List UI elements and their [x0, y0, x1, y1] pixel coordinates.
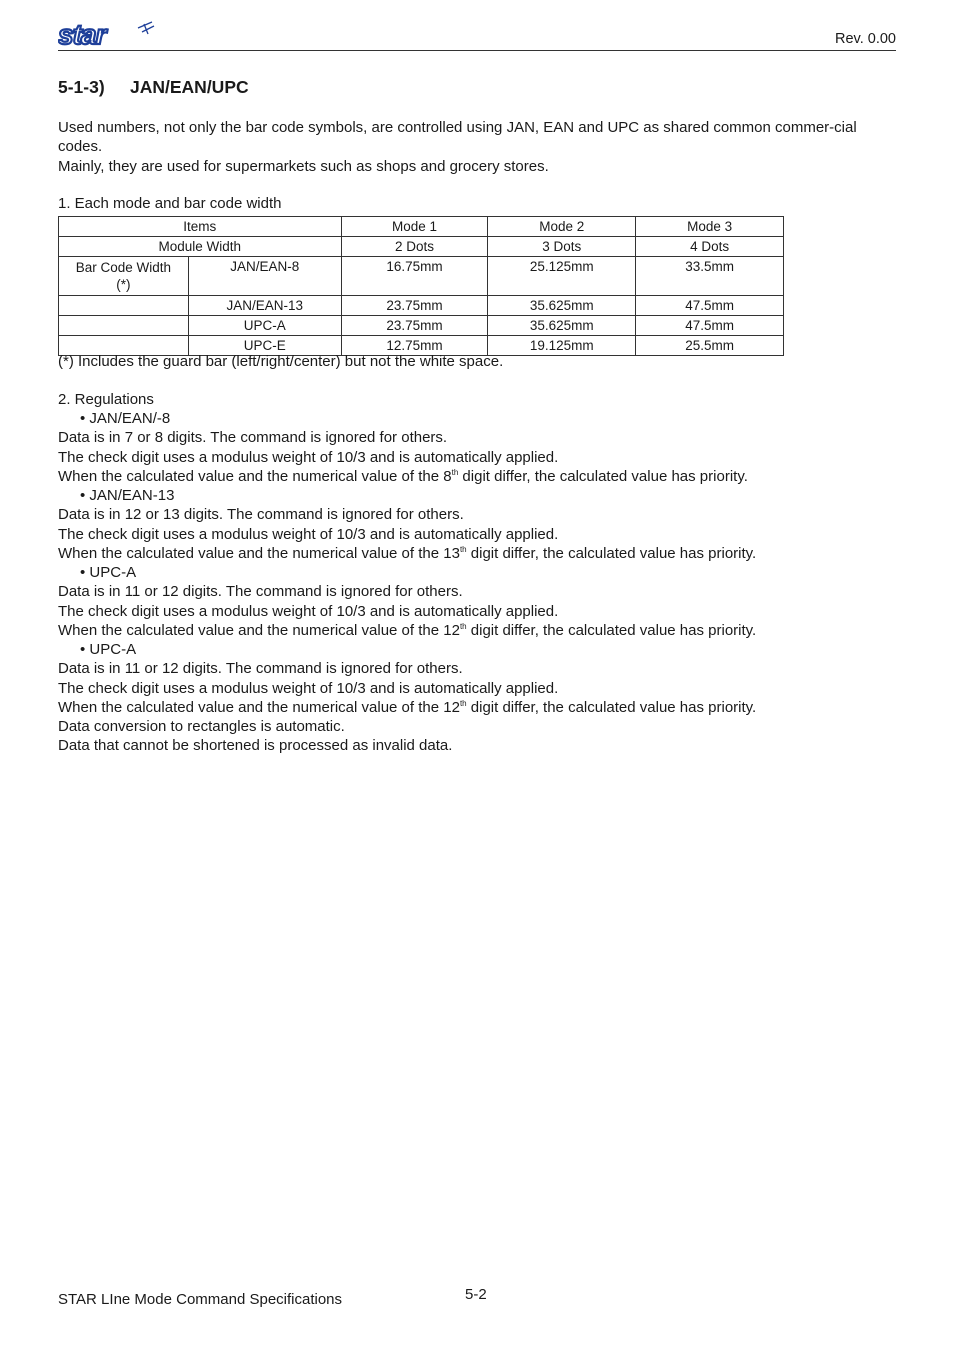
bar-code-width-table [58, 216, 784, 356]
regulation-priority: When the calculated value and the numerical value of the 8th digit differ, the calculated value has priority. [58, 467, 748, 485]
regulation-block [58, 409, 908, 486]
svg-text:star: star [58, 20, 106, 48]
regulation-check: The check digit uses a modulus weight of 10/3 and is automatically applied. [58, 448, 559, 466]
table-cell: 47.5mm [636, 316, 784, 336]
regulation-digits: Data is in 12 or 13 digits. The command is ignored for others. [58, 506, 464, 524]
regulation-bullet: • JAN/EAN-13 [80, 487, 175, 504]
regulation-block [58, 640, 908, 717]
header-items: Items [59, 217, 342, 237]
intro-paragraph: Mainly, they are used for supermarkets such as shops and grocery stores. [58, 157, 549, 175]
item-2-heading: 2. Regulations [58, 391, 154, 408]
header-mode-3: Mode 3 [636, 217, 784, 237]
table-row [59, 257, 784, 296]
table-header-row [59, 217, 784, 237]
revision-label: Rev. 0.00 [835, 31, 896, 47]
regulation-block [58, 486, 908, 563]
regulation-priority: When the calculated value and the numerical value of the 13th digit differ, the calculated value has priority. [58, 544, 757, 562]
regulation-check: The check digit uses a modulus weight of 10/3 and is automatically applied. [58, 602, 559, 620]
bar-code-width-label: Bar Code Width (*) [59, 257, 189, 296]
empty-cell [59, 296, 189, 316]
section-title-text: JAN/EAN/UPC [130, 77, 249, 97]
regulation-bullet: • UPC-A [80, 564, 137, 581]
regulation-block [58, 563, 908, 640]
table-cell: 23.75mm [341, 296, 488, 316]
table-cell: 4 Dots [636, 237, 784, 257]
table-cell: 25.125mm [488, 257, 636, 296]
regulation-priority: When the calculated value and the numerical value of the 12th digit differ, the calculated value has priority. [58, 698, 757, 716]
regulation-priority: When the calculated value and the numerical value of the 12th digit differ, the calculated value has priority. [58, 621, 757, 639]
table-note: (*) Includes the guard bar (left/right/center) but not the white space. [58, 353, 504, 370]
regulation-bullet: • JAN/EAN/-8 [80, 410, 171, 427]
table-cell: 35.625mm [488, 316, 636, 336]
intro-text [58, 118, 898, 176]
closing-line: Data that cannot be shortened is processed as invalid data. [58, 737, 453, 755]
table-cell: 23.75mm [341, 316, 488, 336]
table-cell: 47.5mm [636, 296, 784, 316]
section-number: 5-1-3) [58, 77, 105, 97]
table-cell: 3 Dots [488, 237, 636, 257]
page-header [58, 18, 896, 51]
header-mode-1: Mode 1 [341, 217, 488, 237]
intro-paragraph: Used numbers, not only the bar code symbols, are controlled using JAN, EAN and UPC as shared common commer-cial codes. [58, 119, 857, 156]
regulation-check: The check digit uses a modulus weight of 10/3 and is automatically applied. [58, 525, 559, 543]
table-cell: 16.75mm [341, 257, 488, 296]
star-logo [58, 20, 158, 48]
symbol-cell: JAN/EAN-13 [188, 296, 341, 316]
table-row [59, 316, 784, 336]
table-cell: 2 Dots [341, 237, 488, 257]
table-cell: 33.5mm [636, 257, 784, 296]
regulation-check: The check digit uses a modulus weight of 10/3 and is automatically applied. [58, 679, 559, 697]
header-mode-2: Mode 2 [488, 217, 636, 237]
footer-document-title: STAR LIne Mode Command Specifications [58, 1291, 343, 1308]
module-width-label: Module Width [59, 237, 342, 257]
regulation-digits: Data is in 11 or 12 digits. The command is ignored for others. [58, 660, 463, 678]
regulation-digits: Data is in 11 or 12 digits. The command is ignored for others. [58, 583, 463, 601]
table-cell: 25.5mm [636, 336, 784, 356]
symbol-cell: JAN/EAN-8 [188, 257, 341, 296]
table-cell: 35.625mm [488, 296, 636, 316]
empty-cell [59, 316, 189, 336]
regulation-bullet: • UPC-A [80, 641, 137, 658]
section-title [58, 77, 249, 98]
table-cell: 12.75mm [341, 336, 488, 356]
table-row [59, 237, 784, 257]
regulations [58, 409, 908, 756]
footer-page-number: 5-2 [465, 1286, 487, 1303]
closing-line: Data conversion to rectangles is automatic. [58, 718, 345, 735]
symbol-cell: UPC-A [188, 316, 341, 336]
item-1-heading: 1. Each mode and bar code width [58, 195, 282, 212]
table-row [59, 296, 784, 316]
table-cell: 19.125mm [488, 336, 636, 356]
symbol-cell: UPC-E [188, 336, 341, 356]
regulation-digits: Data is in 7 or 8 digits. The command is ignored for others. [58, 429, 448, 447]
